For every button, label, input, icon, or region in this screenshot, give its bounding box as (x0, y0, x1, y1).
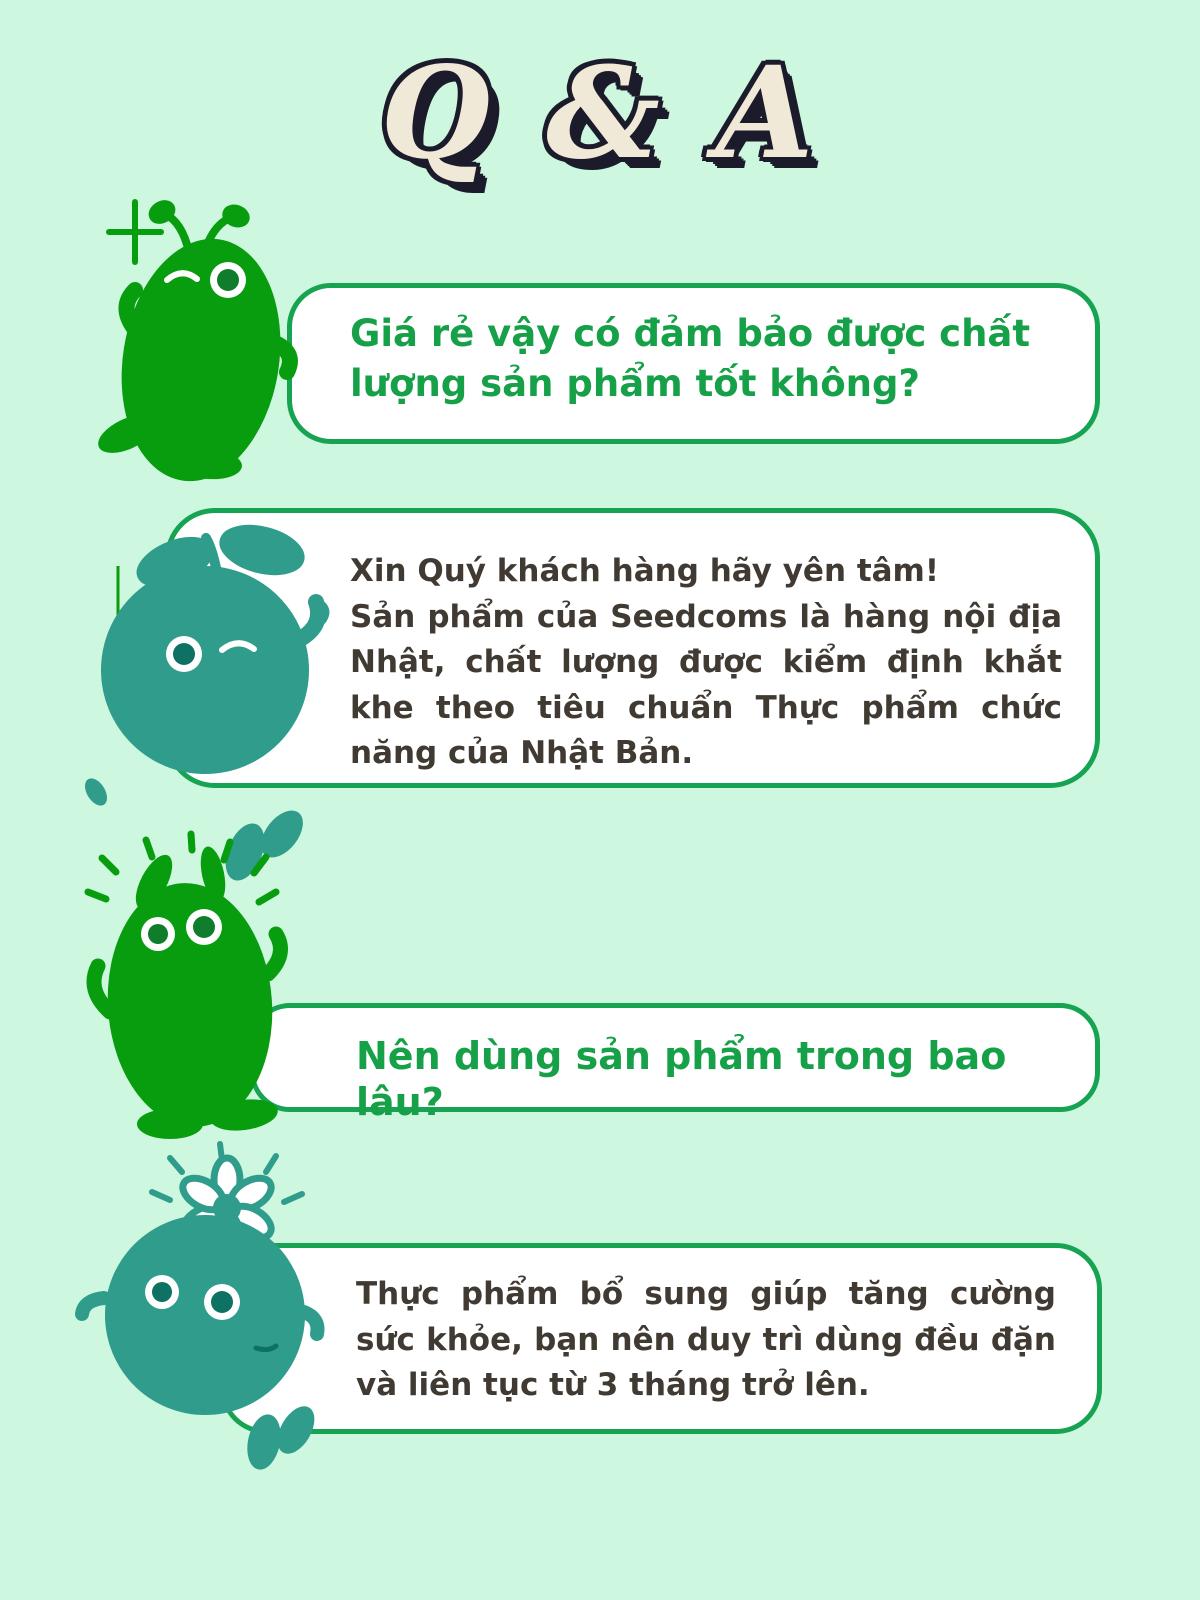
bean-sprout-excited-icon (70, 830, 310, 1160)
answer-2-text: Thực phẩm bổ sung giúp tăng cường sức khỏe, bạn nên duy trì dùng đều đặn và liên tục từ 3 tháng trở lên. (356, 1276, 1056, 1404)
answer-1-text (350, 549, 1062, 777)
seed-flower-blooming-icon (70, 1140, 370, 1470)
page-title: Q & A (380, 39, 820, 187)
bean-sprout-winking-icon (85, 190, 315, 490)
answer-1-body: Sản phẩm của Seedcoms là hàng nội địa Nhật, chất lượng được kiểm định khắt khe theo tiêu chuẩn Thực phẩm chức năng của Nhật Bản. (350, 598, 1062, 772)
question-1-text: Giá rẻ vậy có đảm bảo được chất lượng sản phẩm tốt không? (350, 312, 1031, 406)
answer-1-intro: Xin Quý khách hàng hãy yên tâm! (350, 553, 939, 589)
question-2-text: Nên dùng sản phẩm trong bao lâu? (356, 1034, 1007, 1124)
